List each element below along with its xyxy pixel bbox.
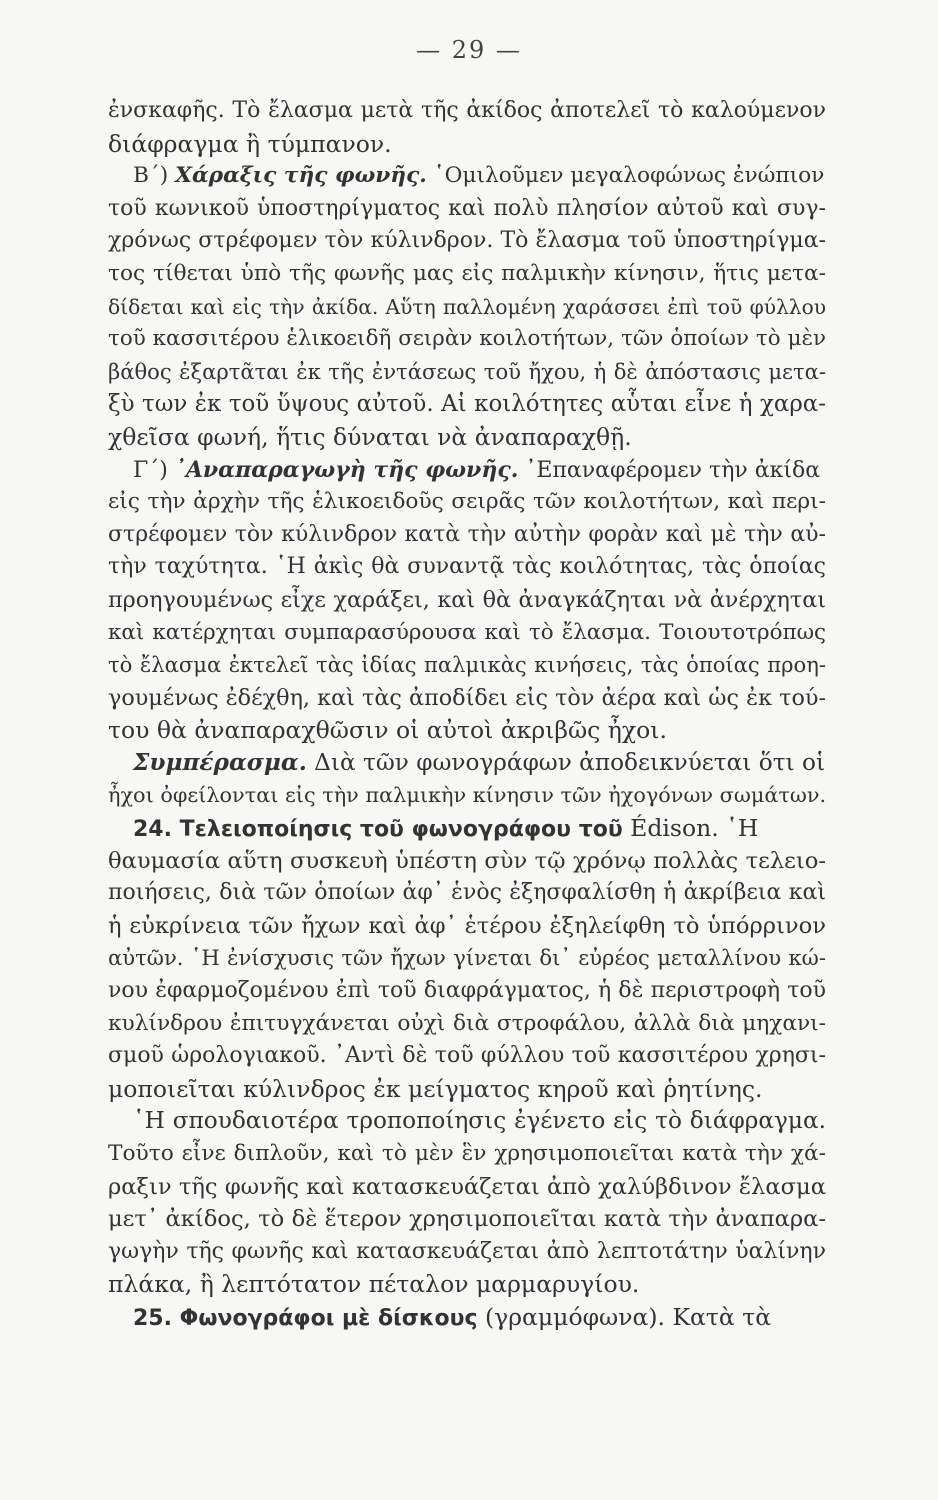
text-line: αὐτῶν. ῾Η ἐνίσχυσις τῶν ἤχων γίνεται δι᾽ εὐρέος μεταλλίνου κώ- (108, 945, 826, 971)
text-line (108, 747, 826, 780)
text-line: χρόνως στρέφομεν τὸν κύλινδρον. Τὸ ἔλασμα τοῦ ὑποστηρίγμα- (108, 228, 826, 254)
text-line: ποιήσεις, διὰ τῶν ὁποίων ἀφ᾽ ἑνὸς ἐξησφαλίσθη ἡ ἀκρίβεια καὶ (108, 880, 826, 906)
section-lead: 25. (133, 1305, 180, 1331)
text-line: μετ᾽ ἀκίδος, τὸ δὲ ἕτερον χρησιμοποιεῖται κατὰ τὴν ἀναπαρα- (108, 1206, 826, 1233)
text-line (108, 812, 826, 845)
section-text: Édison. ῾Η (622, 814, 759, 843)
text-line (108, 1301, 826, 1334)
section-text: ᾽Επαναφέρομεν τὴν ἀκίδα (518, 457, 821, 483)
section-text: Διὰ τῶν φωνογράφων ἀποδεικνύεται ὅτι οἱ (306, 748, 826, 776)
text-line: θαυμασία αὕτη συσκευὴ ὑπέστη σὺν τῷ χρόνῳ πολλὰς τελειο- (108, 847, 826, 874)
text-line: εἰς τὴν ἀρχὴν τῆς ἑλικοειδοῦς σειρᾶς τῶν κοιλοτήτων, καὶ περι- (108, 489, 826, 515)
text-line: τοῦ κωνικοῦ ὑποστηρίγματος καὶ πολὺ πλησίον αὐτοῦ καὶ συγ- (108, 195, 826, 221)
text-line: πλάκα, ἢ λεπτότατον πέταλον μαρμαρυγίου. (108, 1270, 640, 1299)
text-line: δίδεται καὶ εἰς τὴν ἀκίδα. Αὕτη παλλομένη χαράσσει ἐπὶ τοῦ φύλλου (108, 294, 826, 319)
text-line: ραξιν τῆς φωνῆς καὶ κατασκευάζεται ἀπὸ χαλύβδινον ἔλασμα (108, 1173, 826, 1200)
text-line: τος τίθεται ὑπὸ τῆς φωνῆς μας εἰς παλμικὴν κίνησιν, ἥτις μετα- (108, 260, 826, 286)
text-line (108, 160, 826, 193)
text-line: χθεῖσα φωνή, ἥτις δύναται νὰ ἀναπαραχθῇ. (108, 422, 632, 451)
text-line: στρέφομεν τὸν κύλινδρον κατὰ τὴν αὐτὴν φορὰν καὶ μὲ τὴν αὐ- (108, 521, 826, 547)
text-line: τὴν ταχύτητα. ῾Η ἀκὶς θὰ συναντᾷ τὰς κοιλότητας, τὰς ὁποίας (108, 554, 826, 580)
text-line: ῾Η σπουδαιοτέρα τροποποίησις ἐγένετο εἰς τὸ διάφραγμα. (133, 1107, 826, 1135)
text-line: τοῦ κασσιτέρου ἑλικοειδῆ σειρὰν κοιλοτήτων, τῶν ὁποίων τὸ μὲν (108, 326, 826, 352)
text-line: ξὺ των ἐκ τοῦ ὕψους αὐτοῦ. Αἱ κοιλότητες αὗται εἶνε ἡ χαρα- (108, 391, 826, 418)
body-text (108, 95, 826, 1334)
text-line: ἐνσκαφῆς. Τὸ ἔλασμα μετὰ τῆς ἀκίδος ἀποτελεῖ τὸ καλούμενον (108, 98, 826, 123)
text-line: καὶ κατέρχηται συμπαρασύρουσα καὶ τὸ ἔλασμα. Τοιουτοτρόπως (108, 619, 826, 645)
section-lead: 24. (133, 817, 180, 843)
text-line: Τοῦτο εἶνε διπλοῦν, καὶ τὸ μὲν ἓν χρησιμοποιεῖται κατὰ τὴν χά- (108, 1141, 826, 1166)
text-line: σμοῦ ὡρολογιακοῦ. ᾽Αντὶ δὲ τοῦ φύλλου τοῦ κασσιτέρου χρησι- (108, 1043, 826, 1069)
text-line: προηγουμένως εἶχε χαράξει, καὶ θὰ ἀναγκάζηται νὰ ἀνέρχηται (108, 586, 826, 613)
text-line: του θὰ ἀναπαραχθῶσιν οἱ αὐτοὶ ἀκριβῶς ἦχοι. (108, 716, 667, 745)
text-line: τὸ ἔλασμα ἐκτελεῖ τὰς ἰδίας παλμικὰς κινήσεις, τὰς ὁποίας προη- (108, 652, 826, 678)
section-heading: Φωνογράφοι μὲ δίσκους (179, 1305, 478, 1331)
section-lead: Β΄) (133, 163, 176, 189)
section-text: ῾Ομιλοῦμεν μεγαλοφώνως ἐνώπιον (426, 163, 825, 189)
text-line: γωγὴν τῆς φωνῆς καὶ κατασκευάζεται ἀπὸ λεπτοτάτην ὑαλίνην (108, 1238, 826, 1264)
text-line: ἦχοι ὀφείλονται εἰς τὴν παλμικὴν κίνησιν τῶν ἠχογόνων σωμάτων. (108, 783, 827, 808)
text-line: μοποιεῖται κύλινδρος ἐκ μείγματος κηροῦ καὶ ῥητίνης. (108, 1074, 763, 1103)
text-line: νου ἐφαρμοζομένου ἐπὶ τοῦ διαφράγματος, ἡ δὲ περιστροφὴ τοῦ (108, 978, 826, 1004)
section-text: (γραμμόφωνα). Κατὰ τὰ (477, 1302, 772, 1331)
section-heading: Συμπέρασμα. (133, 748, 307, 776)
section-lead: Γ΄) (133, 457, 175, 483)
text-line (108, 454, 826, 487)
section-heading: ᾽Αναπαραγωγὴ τῆς φωνῆς. (174, 456, 519, 483)
section-heading: Τελειοποίησις τοῦ φωνογράφου τοῦ (179, 817, 623, 843)
page-number: — 29 — (416, 36, 522, 64)
text-line: γουμένως ἐδέχθη, καὶ τὰς ἀποδίδει εἰς τὸν ἀέρα καὶ ὡς ἐκ τού- (108, 684, 826, 711)
text-line: διάφραγμα ἢ τύμπανον. (108, 129, 392, 158)
text-line: βάθος ἐξαρτᾶται ἐκ τῆς ἐντάσεως τοῦ ἤχου, ἡ δὲ ἀπόστασις μετα- (108, 358, 826, 384)
text-line: κυλίνδρου ἐπιτυγχάνεται οὐχὶ διὰ στροφάλου, ἀλλὰ διὰ μηχανι- (108, 1010, 826, 1036)
section-heading: Χάραξις τῆς φωνῆς. (175, 163, 427, 189)
text-line: ἡ εὐκρίνεια τῶν ἤχων καὶ ἀφ᾽ ἑτέρου ἐξηλείφθη τὸ ὑπόρρινον (108, 912, 826, 939)
